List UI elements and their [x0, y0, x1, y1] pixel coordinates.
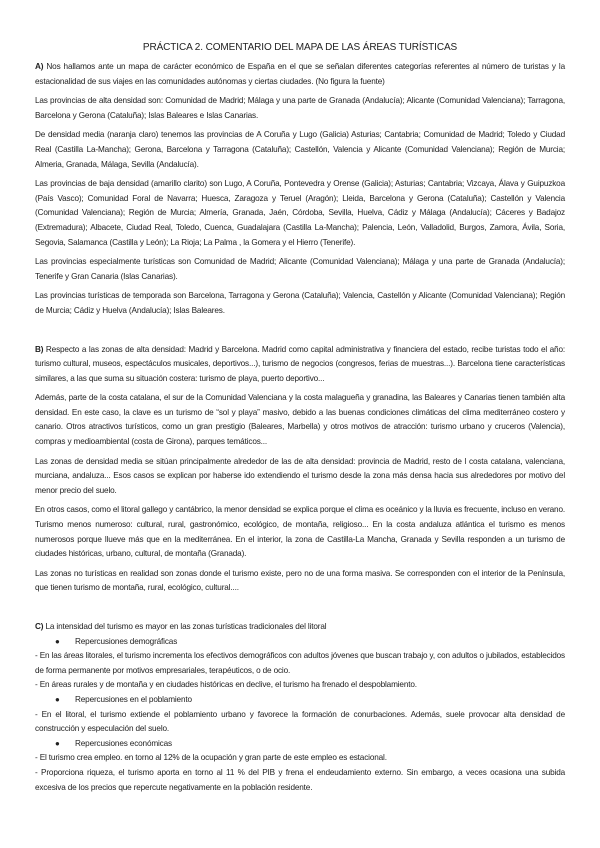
bullet-heading: [35, 635, 565, 650]
bullet-icon: ●: [55, 738, 60, 748]
section-label: B): [35, 344, 44, 354]
list-line: - En áreas rurales y de montaña y en ciudades históricas en declive, el turismo ha frenado el despoblamiento.: [35, 680, 417, 690]
section-label: C): [35, 622, 44, 631]
bullet-heading: [35, 737, 565, 752]
paragraph: Las provincias turísticas de temporada son Barcelona, Tarragona y Gerona (Cataluña); Valencia, Castellón y Alicante (Comunidad Valenciana); Región de Murcia; Cádiz y Huelva (Andalucía); Islas Baleares.: [35, 291, 565, 315]
paragraph-text: Respecto a las zonas de alta densidad: Madrid y Barcelona. Madrid como capital administrativa y financiera del estado, recibe turistas todo el año: turismo cultural, museos, espectáculos musicales, deportivos...), turismo de negocios (congresos, ferias de muestras...). Barcelona tiene características similares, a las que suma su situación costera: turismo de playa, puerto deportivo...: [35, 344, 565, 383]
document-title: PRÁCTICA 2. COMENTARIO DEL MAPA DE LAS ÁREAS TURÍSTICAS: [142, 42, 458, 53]
section-label: A): [35, 62, 44, 71]
paragraph: [35, 60, 565, 89]
list-line: - Proporciona riqueza, el turismo aporta en torno al 11 % del PIB y frena el endeudamiento externo. Sin embargo, a veces ocasiona una subida excesiva de los precios que repercute negativamente en la población residente.: [35, 767, 565, 792]
bullet-text: Repercusiones demográficas: [75, 636, 178, 646]
document-page: [35, 40, 565, 795]
paragraph-text: La intensidad del turismo es mayor en las zonas turísticas tradicionales del litoral: [43, 622, 327, 631]
paragraph: Las zonas de densidad media se sitúan principalmente alrededor de las de alta densidad: provincia de Madrid, resto de l costa catalana, valenciana, murciana, andaluza... Esos casos se explican por haberse ido extendiendo el turismo desde la zona más densa hacia sus alrededores por motivo del menor precio del suelo.: [35, 456, 565, 495]
paragraph: Además, parte de la costa catalana, el sur de la Comunidad Valenciana y la costa malagueña y granadina, las Baleares y Canarias tienen también alta densidad. En este caso, la clave es un turismo de “sol y playa” masivo, debido a las buenas condiciones climáticas del clima mediterráneo costero y canario. Otros atractivos turísticos, como un gran prestigio (Baleares, Marbella) y otros motivos de atracción: turismo urbano y cruceros (Valencia), compras y medioambiental (costa de Girona), parques temáticos...: [35, 393, 565, 447]
paragraph: [35, 343, 565, 387]
paragraph: [35, 620, 565, 635]
list-line: - El turismo crea empleo. en torno al 12% de la ocupación y gran parte de este empleo es estacional.: [35, 753, 387, 763]
bullet-icon: ●: [55, 694, 60, 704]
paragraph-text: Nos hallamos ante un mapa de carácter económico de España en el que se señalan diferentes categorías referentes al número de turistas y la estacionalidad de sus viajes en las comunidades autónomas y ciertas ciudades. (No figura la fuente): [35, 62, 565, 86]
paragraph: En otros casos, como el litoral gallego y cantábrico, la menor densidad se explica porque el clima es oceánico y la lluvia es frecuente, incluso en verano. Turismo menos numeroso: cultural, rural, gastronómico, ecológico, de montaña, religioso... En la costa andaluza atlántica el turismo es menos numerosos porque llueve más que en la mediterránea. En el interior, la zona de Castilla-La Mancha, Granada y Sevilla responden a un turismo de ciudades históricas, urbano, cultural, de montaña (Granada).: [35, 505, 565, 559]
paragraph: De densidad media (naranja claro) tenemos las provincias de A Coruña y Lugo (Galicia) Asturias; Cantabria; Comunidad de Madrid; Toledo y Ciudad Real (Castilla La-Mancha); Gerona, Barcelona y Tarragona (Cataluña); Castellón, Valencia y Alicante (Comunidad Valenciana); Región de Murcia; Almeria, Granada, Málaga, Sevilla (Andalucía).: [35, 130, 565, 169]
paragraph: Las zonas no turísticas en realidad son zonas donde el turismo existe, pero no de una forma masiva. Se corresponden con el interior de la Península, que tienen turismo de montaña, rural, ecológico, cultural....: [35, 568, 565, 593]
list-line: - En el litoral, el turismo extiende el poblamiento urbano y favorece la formación de conurbaciones. Además, suele provocar alta densidad de construcción y especulación del suelo.: [35, 709, 565, 734]
bullet-text: Repercusiones económicas: [75, 738, 172, 748]
paragraph: Las provincias de alta densidad son: Comunidad de Madrid; Málaga y una parte de Granada (Andalucía); Alicante (Comunidad Valenciana); Tarragona, Barcelona y Gerona (Cataluña); Islas Baleares e Islas Canarias.: [35, 96, 565, 120]
paragraph: Las provincias de baja densidad (amarillo clarito) son Lugo, A Coruña, Pontevedra y Orense (Galicia); Asturias; Cantabria; Vizcaya, Álava y Guipuzkoa (País Vasco); Comunidad Foral de Navarra; Huesca, Zaragoza y Teruel (Aragón); Lleida, Barcelona y Gerona (Cataluña); Castellón y Valencia (Comunidad Valenciana); Región de Murcia; Almería, Granada, Jaén, Córdoba, Sevilla, Huelva, Cádiz y Málaga (Andalucía); Cáceres y Badajoz (Extremadura); Albacete, Ciudad Real, Toledo, Cuenca, Guadalajara (Castilla La-Mancha); Palencia, León, Valladolid, Burgos, Zamora, Ávila, Soria, Segovia, Salamanca (Castilla y León); La Rioja; La Palma , la Gomera y el Hierro (Tenerife).: [35, 179, 565, 247]
paragraph: Las provincias especialmente turísticas son Comunidad de Madrid; Alicante (Comunidad Valenciana); Málaga y una parte de Granada (Andalucía); Tenerife y Gran Canaria (Islas Canarias).: [35, 257, 565, 281]
list-line: - En las áreas litorales, el turismo incrementa los efectivos demográficos con adultos jóvenes que buscan trabajo y, con adultos o jubilados, establecidos de forma permanente por motivos empresariales, terapéuticos, o de ocio.: [35, 651, 565, 675]
bullet-icon: ●: [55, 636, 60, 646]
bullet-text: Repercusiones en el poblamiento: [75, 694, 192, 704]
section-c: [35, 620, 565, 795]
section-a: [35, 60, 565, 319]
section-b: [35, 343, 565, 597]
bullet-heading: [35, 693, 565, 708]
